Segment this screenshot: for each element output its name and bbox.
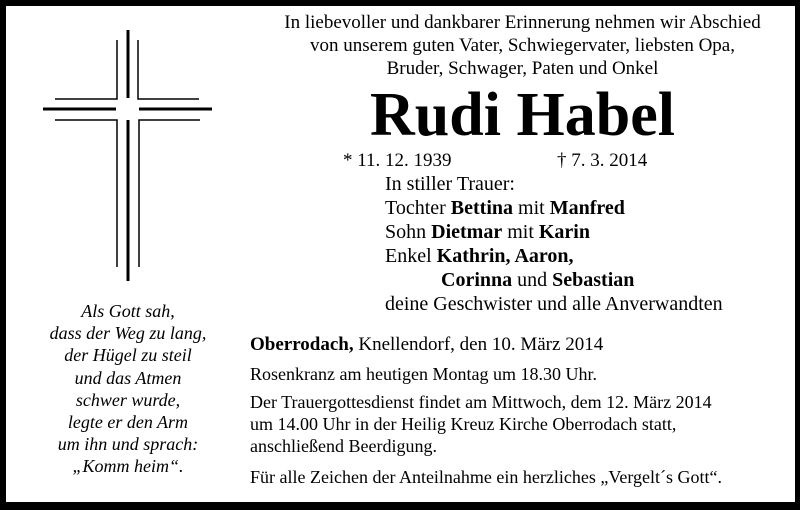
poem-line: dass der Weg zu lang, xyxy=(49,323,207,344)
intro-line-2: von unserem guten Vater, Schwiegervater, liebsten Opa, xyxy=(310,35,735,56)
cross-icon xyxy=(0,0,260,300)
thanks-line: Für alle Zeichen der Anteilnahme ein herzliches „Vergelt´s Gott“. xyxy=(250,467,722,487)
service-line-2: um 14.00 Uhr in der Heilig Kreuz Kirche Oberrodach statt, xyxy=(250,414,677,434)
poem-line: der Hügel zu steil xyxy=(64,345,192,366)
poem xyxy=(20,300,236,478)
poem-line: schwer wurde, xyxy=(75,389,181,410)
intro-line-3: Bruder, Schwager, Paten und Onkel xyxy=(386,58,659,79)
deceased-name: Rudi Habel xyxy=(370,81,675,149)
place-date: Oberrodach, Knellendorf, den 10. März 2014 xyxy=(250,334,604,355)
mourner-son: Sohn Dietmar mit Karin xyxy=(385,221,590,243)
service-line-3: anschließend Beerdigung. xyxy=(250,436,437,456)
death-date: † 7. 3. 2014 xyxy=(557,150,648,171)
mourner-daughter: Tochter Bettina mit Manfred xyxy=(385,197,625,219)
poem-line: „Komm heim“. xyxy=(72,456,184,477)
death-cross-icon: † xyxy=(557,150,567,171)
mourner-others: deine Geschwister und alle Anverwandten xyxy=(385,293,723,315)
poem-line: legte er den Arm xyxy=(67,412,189,433)
birth-star-icon: * xyxy=(343,150,353,171)
birth-date: * 11. 12. 1939 xyxy=(343,150,452,171)
service-line-1: Der Trauergottesdienst findet am Mittwoch, dem 12. März 2014 xyxy=(250,392,712,412)
mourner-grandchildren-2: Corinna und Sebastian xyxy=(441,269,635,291)
poem-line: und das Atmen xyxy=(74,367,182,388)
rosary-info: Rosenkranz am heutigen Montag um 18.30 Uhr. xyxy=(250,364,597,384)
poem-line: Als Gott sah, xyxy=(81,301,175,321)
mourner-grandchildren: Enkel Kathrin, Aaron, xyxy=(385,245,574,267)
intro-line-1: In liebevoller und dankbarer Erinnerung nehmen wir Abschied xyxy=(284,12,761,33)
mourners-heading: In stiller Trauer: xyxy=(385,173,515,195)
poem-line: um ihn und sprach: xyxy=(57,434,199,455)
